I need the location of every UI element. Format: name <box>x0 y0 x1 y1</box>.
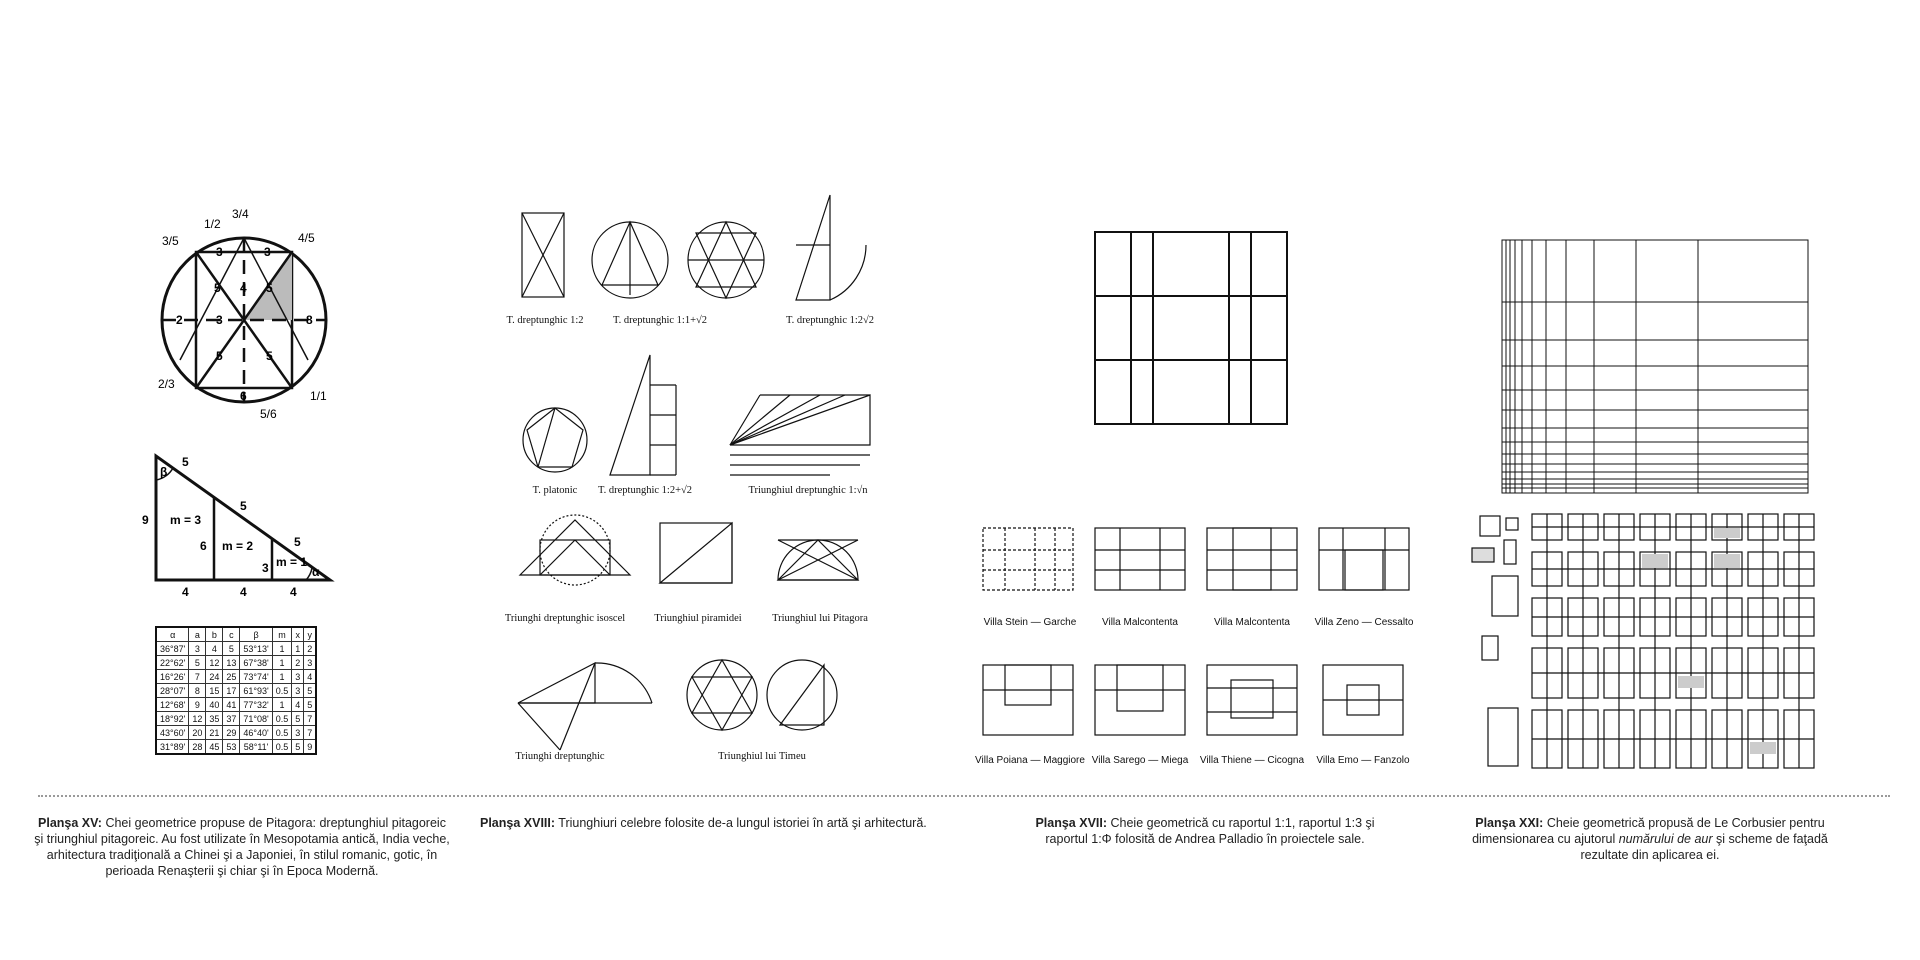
triangle-label-7: Triunghi dreptunghic isoscel <box>504 613 626 624</box>
table-row <box>156 740 316 755</box>
table-cell: 1 <box>272 670 292 684</box>
table-row <box>156 642 316 656</box>
circle-label-4: 4/5 <box>298 231 315 245</box>
table-cell: 7 <box>304 726 317 740</box>
caption-plate-17-text: Cheie geometrică cu raportul 1:1, raportul 1:3 şi raportul 1:Φ folosită de Andrea Palladio în proiectele sale. <box>1045 816 1375 846</box>
villa-label-emo: Villa Emo — Fanzolo <box>1316 755 1410 766</box>
tri-label-2: 5 <box>240 499 247 513</box>
table-cell: 4 <box>292 698 304 712</box>
table-cell: 58°11' <box>240 740 272 755</box>
caption-plate-17-title: Planşa XVII: <box>1035 816 1108 830</box>
table-cell: 15 <box>206 684 223 698</box>
table-header-row <box>156 627 316 642</box>
triangle-label-6: Triunghiul dreptunghic 1:√n <box>748 485 868 496</box>
tri-label-m3: m = 3 <box>170 513 202 527</box>
circle-num-10: 5 <box>266 349 273 363</box>
table-cell: 67°38' <box>240 656 272 670</box>
circle-num-11: 6 <box>240 389 247 403</box>
table-cell: 7 <box>304 712 317 726</box>
table-row <box>156 726 316 740</box>
circle-num-3: 4 <box>240 281 247 295</box>
caption-plate-15-title: Planşa XV: <box>38 816 102 830</box>
table-cell: 53 <box>223 740 240 755</box>
caption-plate-21 <box>1450 815 1850 863</box>
plate-17-figures <box>975 220 1435 780</box>
circle-num-5: 5 <box>266 281 273 295</box>
triangle-label-4: T. platonic <box>532 485 578 496</box>
table-cell: 29 <box>223 726 240 740</box>
table-cell: 3 <box>292 670 304 684</box>
tri-label-6: 3 <box>262 561 269 575</box>
caption-plate-21-title: Planşa XXI: <box>1475 816 1544 830</box>
table-cell: 25 <box>223 670 240 684</box>
table-cell: 5 <box>223 642 240 656</box>
villa-plans <box>975 520 1435 790</box>
table-header: b <box>206 627 223 642</box>
table-cell: 45 <box>206 740 223 755</box>
table-cell: 46°40' <box>240 726 272 740</box>
table-cell: 3 <box>292 726 304 740</box>
plate-18-figures <box>500 185 900 775</box>
table-cell: 73°74' <box>240 670 272 684</box>
circle-label-7: 5/6 <box>260 407 277 421</box>
circle-label-2: 3/4 <box>232 207 249 221</box>
circle-label-6: 1/1 <box>310 389 327 403</box>
table-cell: 0.5 <box>272 726 292 740</box>
table-cell: 22°62' <box>156 656 189 670</box>
pythagorean-triples-table <box>155 626 317 755</box>
table-cell: 17 <box>223 684 240 698</box>
pythagorean-triangle-diagram <box>140 440 360 599</box>
table-cell: 28 <box>189 740 206 755</box>
table-header: a <box>189 627 206 642</box>
le-corbusier-golden-grid <box>1470 230 1830 500</box>
celebrated-triangles-diagram <box>500 185 900 775</box>
table-cell: 5 <box>304 698 317 712</box>
circle-num-9: 5 <box>216 349 223 363</box>
table-cell: 21 <box>206 726 223 740</box>
table-header: c <box>223 627 240 642</box>
table-row <box>156 684 316 698</box>
caption-plate-18-title: Planşa XVIII: <box>480 816 556 830</box>
tri-label-1: 5 <box>182 455 189 469</box>
table-row <box>156 656 316 670</box>
tri-label-beta: β <box>160 465 168 479</box>
pythagorean-circle-diagram <box>140 200 360 430</box>
villa-label-stein: Villa Stein — Garche <box>983 617 1077 628</box>
triangle-label-9: Triunghiul lui Pitagora <box>772 613 868 624</box>
table-cell: 5 <box>292 712 304 726</box>
table-cell: 2 <box>292 656 304 670</box>
table-cell: 71°08' <box>240 712 272 726</box>
table-cell: 41 <box>223 698 240 712</box>
table-cell: 7 <box>189 670 206 684</box>
tri-label-4: 6 <box>200 539 207 553</box>
table-cell: 5 <box>304 684 317 698</box>
table-cell: 1 <box>272 656 292 670</box>
circle-num-2: 3 <box>264 245 271 259</box>
table-cell: 5 <box>189 656 206 670</box>
palladio-key-grid <box>975 220 1435 440</box>
caption-plate-18-text: Triunghiuri celebre folosite de-a lungul istoriei în artă şi arhitectură. <box>558 816 927 830</box>
table-cell: 3 <box>304 656 317 670</box>
table-row <box>156 670 316 684</box>
table-header: y <box>304 627 317 642</box>
table-header: x <box>292 627 304 642</box>
circle-num-4: 5 <box>214 281 221 295</box>
circle-num-8: 8 <box>306 313 313 327</box>
table-cell: 37 <box>223 712 240 726</box>
tri-label-9: 4 <box>290 585 297 599</box>
table-cell: 12°68' <box>156 698 189 712</box>
table-cell: 2 <box>304 642 317 656</box>
caption-plate-15 <box>32 815 452 879</box>
table-cell: 9 <box>304 740 317 755</box>
triangle-label-10: Triunghi dreptunghic <box>515 751 605 762</box>
triangle-label-8: Triunghiul piramidei <box>654 613 742 624</box>
table-cell: 3 <box>189 642 206 656</box>
table-header: α <box>156 627 189 642</box>
circle-num-6: 2 <box>176 313 183 327</box>
table-cell: 43°60' <box>156 726 189 740</box>
table-cell: 12 <box>206 656 223 670</box>
dotted-divider <box>38 795 1890 797</box>
table-header: β <box>240 627 272 642</box>
caption-plate-17 <box>1035 815 1375 847</box>
facade-schemes <box>1470 508 1830 778</box>
circle-label-3: 3/5 <box>162 234 179 248</box>
tri-label-3: 9 <box>142 513 149 527</box>
villa-label-zeno: Villa Zeno — Cessalto <box>1314 617 1414 628</box>
villa-label-poiana: Villa Poiana — Maggiore <box>975 755 1085 766</box>
table-cell: 0.5 <box>272 712 292 726</box>
table-cell: 8 <box>189 684 206 698</box>
table-header: m <box>272 627 292 642</box>
tri-label-7: 4 <box>182 585 189 599</box>
triangle-label-2: T. dreptunghic 1:1+√2 <box>612 315 707 326</box>
table-cell: 40 <box>206 698 223 712</box>
tri-label-m2: m = 2 <box>222 539 254 553</box>
table-cell: 28°07' <box>156 684 189 698</box>
table-row <box>156 698 316 712</box>
caption-plate-18 <box>480 815 960 831</box>
triangle-label-1: T. dreptunghic 1:2 <box>506 315 584 326</box>
table-cell: 31°89' <box>156 740 189 755</box>
table-cell: 53°13' <box>240 642 272 656</box>
tri-label-alpha: α <box>312 565 320 579</box>
tri-label-m1: m = 1 <box>276 555 308 569</box>
triangle-label-3: T. dreptunghic 1:2√2 <box>785 315 875 326</box>
caption-plate-21-emphasis: numărului de aur <box>1618 832 1713 846</box>
table-cell: 20 <box>189 726 206 740</box>
circle-label-5: 2/3 <box>158 377 175 391</box>
caption-plate-21-text-2: şi scheme de faţadă rezultate din aplicarea ei. <box>1580 832 1828 862</box>
table-cell: 1 <box>272 698 292 712</box>
circle-num-7: 3 <box>216 313 223 327</box>
table-cell: 35 <box>206 712 223 726</box>
facade-grid <box>1532 514 1814 768</box>
caption-plate-21-text-1: Cheie geometrică propusă de Le Corbusier pentru dimensionarea cu ajutorul <box>1472 816 1825 846</box>
table-cell: 9 <box>189 698 206 712</box>
table-cell: 77°32' <box>240 698 272 712</box>
table-cell: 5 <box>292 740 304 755</box>
table-cell: 61°93' <box>240 684 272 698</box>
table-cell: 1 <box>292 642 304 656</box>
table-cell: 0.5 <box>272 740 292 755</box>
villa-label-thiene: Villa Thiene — Cicogna <box>1199 755 1305 766</box>
table-cell: 12 <box>189 712 206 726</box>
table-cell: 1 <box>272 642 292 656</box>
table-cell: 16°26' <box>156 670 189 684</box>
villa-label-malcontenta-1: Villa Malcontenta <box>1102 617 1178 628</box>
table-cell: 18°92' <box>156 712 189 726</box>
triangle-label-5: T. dreptunghic 1:2+√2 <box>597 485 692 496</box>
table-cell: 0.5 <box>272 684 292 698</box>
circle-label-1: 1/2 <box>204 217 221 231</box>
triangle-label-11: Triunghiul lui Timeu <box>718 751 806 762</box>
circle-num-1: 3 <box>216 245 223 259</box>
tri-label-8: 4 <box>240 585 247 599</box>
plate-21-figures <box>1470 230 1830 770</box>
table-cell: 4 <box>304 670 317 684</box>
table-row <box>156 712 316 726</box>
table-cell: 36°87' <box>156 642 189 656</box>
table-cell: 24 <box>206 670 223 684</box>
caption-plate-15-text: Chei geometrice propuse de Pitagora: dreptunghiul pitagoreic şi triunghiul pitagoreic. Au fost utilizate în Mesopotamia antică, India veche, arhitectura tradiţională a Chinei şi a Japoniei, în stilul romanic, gotic, în perioada Renaşterii şi chiar şi în Epoca Modernă. <box>34 816 450 878</box>
table-cell: 13 <box>223 656 240 670</box>
tri-label-5: 5 <box>294 535 301 549</box>
villa-label-malcontenta-2: Villa Malcontenta <box>1214 617 1290 628</box>
villa-label-sarego: Villa Sarego — Miega <box>1091 755 1189 766</box>
table-cell: 3 <box>292 684 304 698</box>
table-cell: 4 <box>206 642 223 656</box>
